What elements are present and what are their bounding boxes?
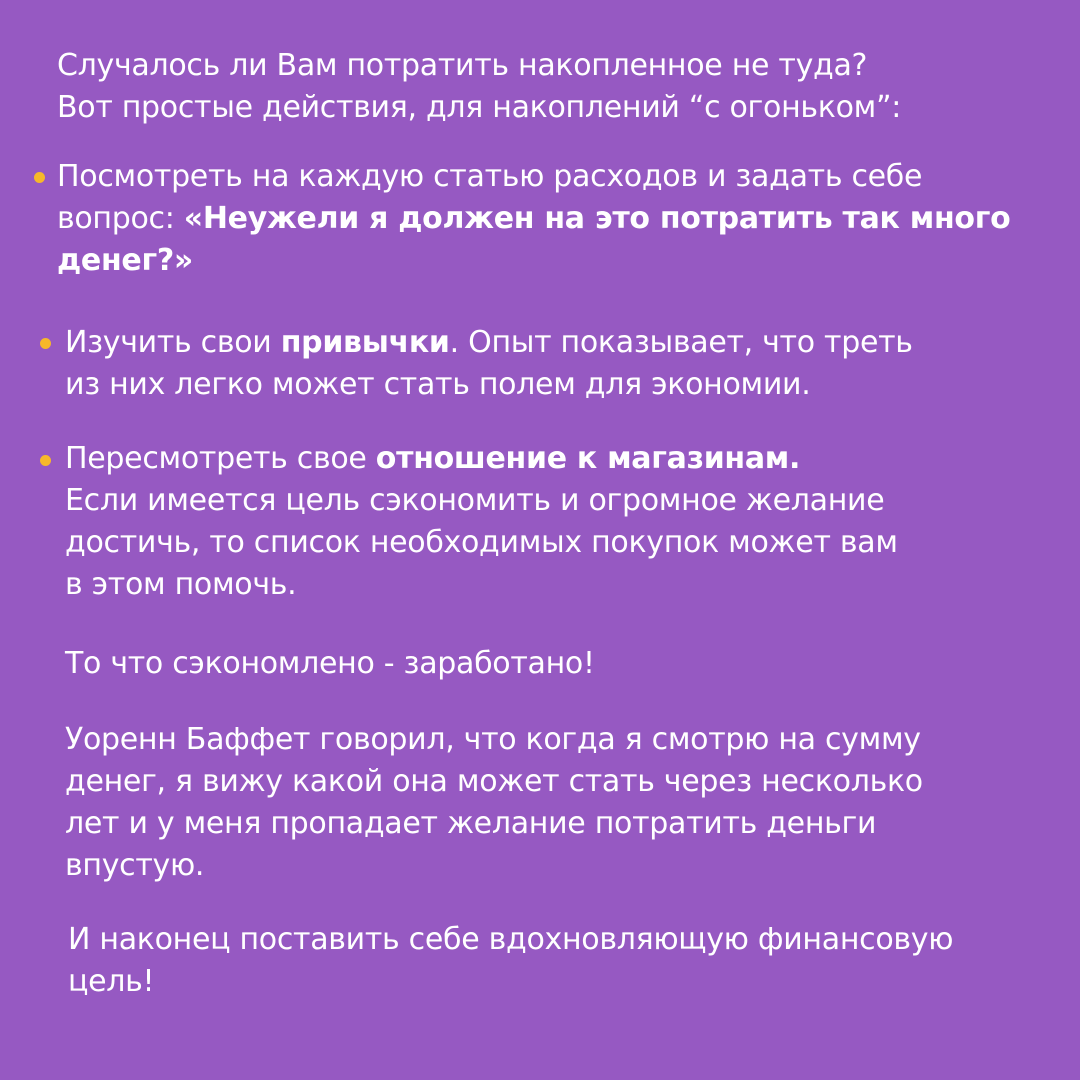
bullet-2-line-2: из них легко может стать полем для экономии. <box>65 367 811 402</box>
bullet-3-line-2: Если имеется цель сэкономить и огромное желание <box>65 483 885 518</box>
bullet-3-line-4: в этом помочь. <box>65 567 297 602</box>
bullet-3-line-1 <box>65 438 898 480</box>
bullet-dot-icon <box>40 455 51 466</box>
intro-text <box>57 45 901 129</box>
buffett-line-2: денег, я вижу какой она может стать через несколько <box>65 764 923 799</box>
bullet-1-line-2 <box>57 198 1010 240</box>
bullet-item-expenses <box>57 156 1010 282</box>
bullet-1-line-2-text: вопрос: <box>57 201 184 236</box>
bullet-item-habits <box>65 322 913 406</box>
finale-line-2: цель! <box>68 964 155 999</box>
bullet-1-question: «Неужели я должен на это потратить так много <box>183 201 1011 236</box>
buffett-line-3: лет и у меня пропадает желание потратить деньги <box>65 806 877 841</box>
intro-line-2: Вот простые действия, для накоплений “с огоньком”: <box>57 90 902 125</box>
finale-text <box>68 919 953 1003</box>
bullet-1-line-3: денег?» <box>57 243 194 278</box>
bullet-2-line-1-text: Изучить свои <box>65 325 281 360</box>
buffett-line-4: впустую. <box>65 848 205 883</box>
bullet-1-line-1: Посмотреть на каждую статью расходов и задать себе <box>57 159 923 194</box>
buffett-line-1: Уоренн Баффет говорил, что когда я смотрю на сумму <box>65 722 921 757</box>
intro-line-1: Случалось ли Вам потратить накопленное не туда? <box>57 48 868 83</box>
finale-line-1: И наконец поставить себе вдохновляющую финансовую <box>68 922 954 957</box>
bullet-dot-icon <box>34 172 45 183</box>
buffett-quote <box>65 719 923 887</box>
bullet-3-line-1-text: Пересмотреть свое <box>65 441 376 476</box>
bullet-3-line-3: достичь, то список необходимых покупок может вам <box>65 525 898 560</box>
bullet-2-line-1 <box>65 322 913 364</box>
bullet-2-line-1-tail: . Опыт показывает, что треть <box>449 325 913 360</box>
bullet-dot-icon <box>40 338 51 349</box>
bullet-2-habits: привычки <box>280 325 450 360</box>
saved-text <box>65 643 595 685</box>
saved-line: То что сэкономлено - заработано! <box>65 646 595 681</box>
bullet-3-shops: отношение к магазинам. <box>375 441 801 476</box>
bullet-item-shops <box>65 438 898 606</box>
